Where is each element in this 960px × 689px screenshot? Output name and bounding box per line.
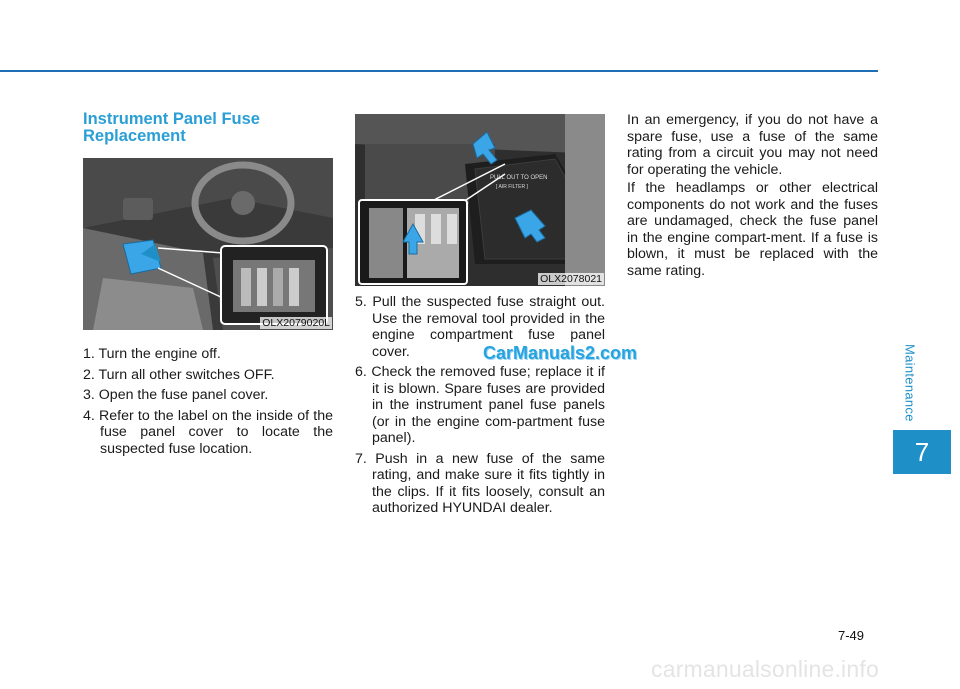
watermark-text: CarManuals2.com (483, 343, 638, 363)
instrument-panel-fuse-photo (83, 158, 333, 330)
figure-code-label: OLX2078021 (540, 273, 602, 285)
page-number: 7-49 (838, 628, 865, 643)
steps-list-middle (355, 294, 605, 521)
step-item: 6. Check the removed fuse; replace it if it is blown. Spare fuses are provided in the instrument panel fuse panels (or in the engine com-partment fuse panel). (355, 364, 605, 446)
footer-watermark: carmanualsonline.info (651, 656, 879, 682)
step-item: 5. Pull the suspected fuse straight out. Use the removal tool provided in the engine compartment fuse panel cover. (355, 294, 605, 360)
section-tab-label: Maintenance (902, 343, 918, 422)
step-item: 3. Open the fuse panel cover. (83, 387, 269, 403)
step-item: 1. Turn the engine off. (83, 346, 221, 362)
cover-text: PULL OUT TO OPEN (490, 175, 548, 181)
emergency-paragraph: In an emergency, if you do not have a spare fuse, use a fuse of the same rating from a circuit you may not need for operating the vehicle. (627, 112, 878, 178)
chapter-number-badge: 7 (893, 430, 951, 474)
engine-compartment-fuse-photo (355, 114, 605, 286)
headlamp-paragraph: If the headlamps or other electrical components do not work and the fuses are undamaged, check the fuse panel in the engine compart-ment. If a fuse is blown, it must be replaced with the same rating. (627, 180, 878, 279)
header-rule (0, 70, 878, 72)
step-item: 4. Refer to the label on the inside of the fuse panel cover to locate the suspected fuse location. (83, 407, 333, 457)
section-title: Instrument Panel Fuse Replacement (83, 110, 260, 145)
step-item: 7. Push in a new fuse of the same rating, and make sure it fits tightly in the clips. If it fits loosely, consult an authorized HYUNDAI dealer. (355, 450, 605, 516)
engine-compartment-illustration (355, 114, 605, 286)
steps-list-left (83, 346, 333, 461)
instrument-panel-illustration (83, 158, 333, 330)
cover-subtext: [ AIR FILTER ] (496, 184, 528, 190)
figure-code-label: OLX2079020L (262, 317, 330, 329)
step-item: 2. Turn all other switches OFF. (83, 366, 275, 383)
